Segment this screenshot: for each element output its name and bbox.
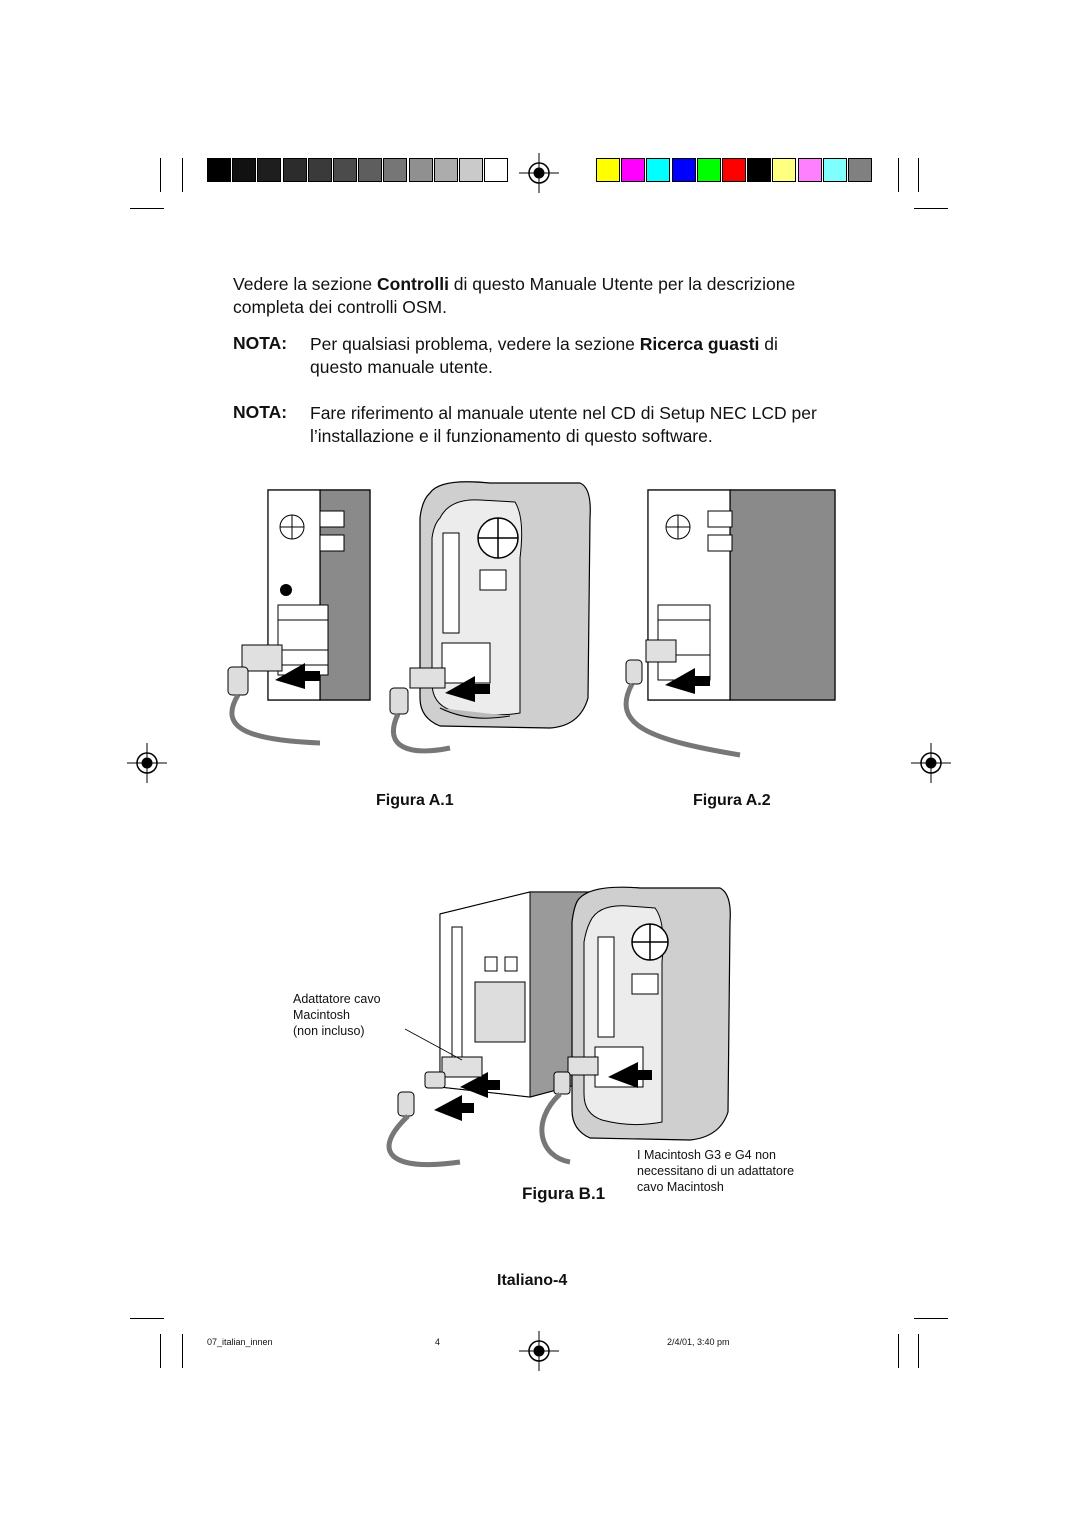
pc-tower-illustration-left	[220, 485, 380, 745]
figure-a2-caption: Figura A.2	[693, 792, 771, 809]
nota-paragraph-2: Fare riferimento al manuale utente nel CD di Setup NEC LCD per l’installazione e il funzionamento di questo software.	[310, 403, 817, 446]
gray-swatch	[484, 158, 508, 182]
nota-paragraph-1: Per qualsiasi problema, vedere la sezione Ricerca guasti di questo manuale utente.	[310, 334, 778, 377]
pc-and-mac-illustration-bottom	[370, 882, 710, 1172]
color-swatch	[646, 158, 670, 182]
gray-swatch	[434, 158, 458, 182]
footer-date: 2/4/01, 3:40 pm	[667, 1337, 730, 1347]
gray-swatch	[232, 158, 256, 182]
gray-swatch	[308, 158, 332, 182]
mac-note-caption: I Macintosh G3 e G4 non necessitano di un adattatore cavo Macintosh	[637, 1148, 795, 1194]
mac-tower-illustration-top	[380, 478, 600, 738]
nota-label-2: NOTA:	[233, 402, 288, 422]
gray-swatch	[257, 158, 281, 182]
color-swatch	[672, 158, 696, 182]
registration-mark-bottom	[519, 1331, 559, 1371]
color-swatch	[798, 158, 822, 182]
gray-swatch	[383, 158, 407, 182]
footer-page-number: 4	[435, 1337, 441, 1347]
figure-b1-caption: Figura B.1	[522, 1184, 606, 1203]
gray-swatch	[409, 158, 433, 182]
color-swatch	[722, 158, 746, 182]
color-swatch	[596, 158, 620, 182]
page-label: Italiano-4	[497, 1272, 568, 1289]
gray-swatch	[333, 158, 357, 182]
registration-mark-right	[911, 743, 951, 783]
intro-paragraph: Vedere la sezione Controlli di questo Manuale Utente per la descrizione completa dei controlli OSM.	[233, 274, 796, 317]
registration-mark-top	[519, 153, 559, 193]
color-swatch	[697, 158, 721, 182]
color-swatch	[823, 158, 847, 182]
adapter-caption: Adattatore cavo Macintosh (non incluso)	[293, 992, 381, 1038]
pc-tower-illustration-right	[610, 485, 810, 745]
footer-filename: 07_italian_innen	[207, 1337, 273, 1347]
color-swatch	[848, 158, 872, 182]
gray-swatch	[283, 158, 307, 182]
figure-a1-caption: Figura A.1	[376, 792, 454, 809]
gray-swatch	[207, 158, 231, 182]
nota-label-1: NOTA:	[233, 333, 288, 353]
gray-swatch	[459, 158, 483, 182]
registration-mark-left	[127, 743, 167, 783]
color-swatch	[747, 158, 771, 182]
color-swatch	[621, 158, 645, 182]
color-swatch	[772, 158, 796, 182]
gray-swatch	[358, 158, 382, 182]
